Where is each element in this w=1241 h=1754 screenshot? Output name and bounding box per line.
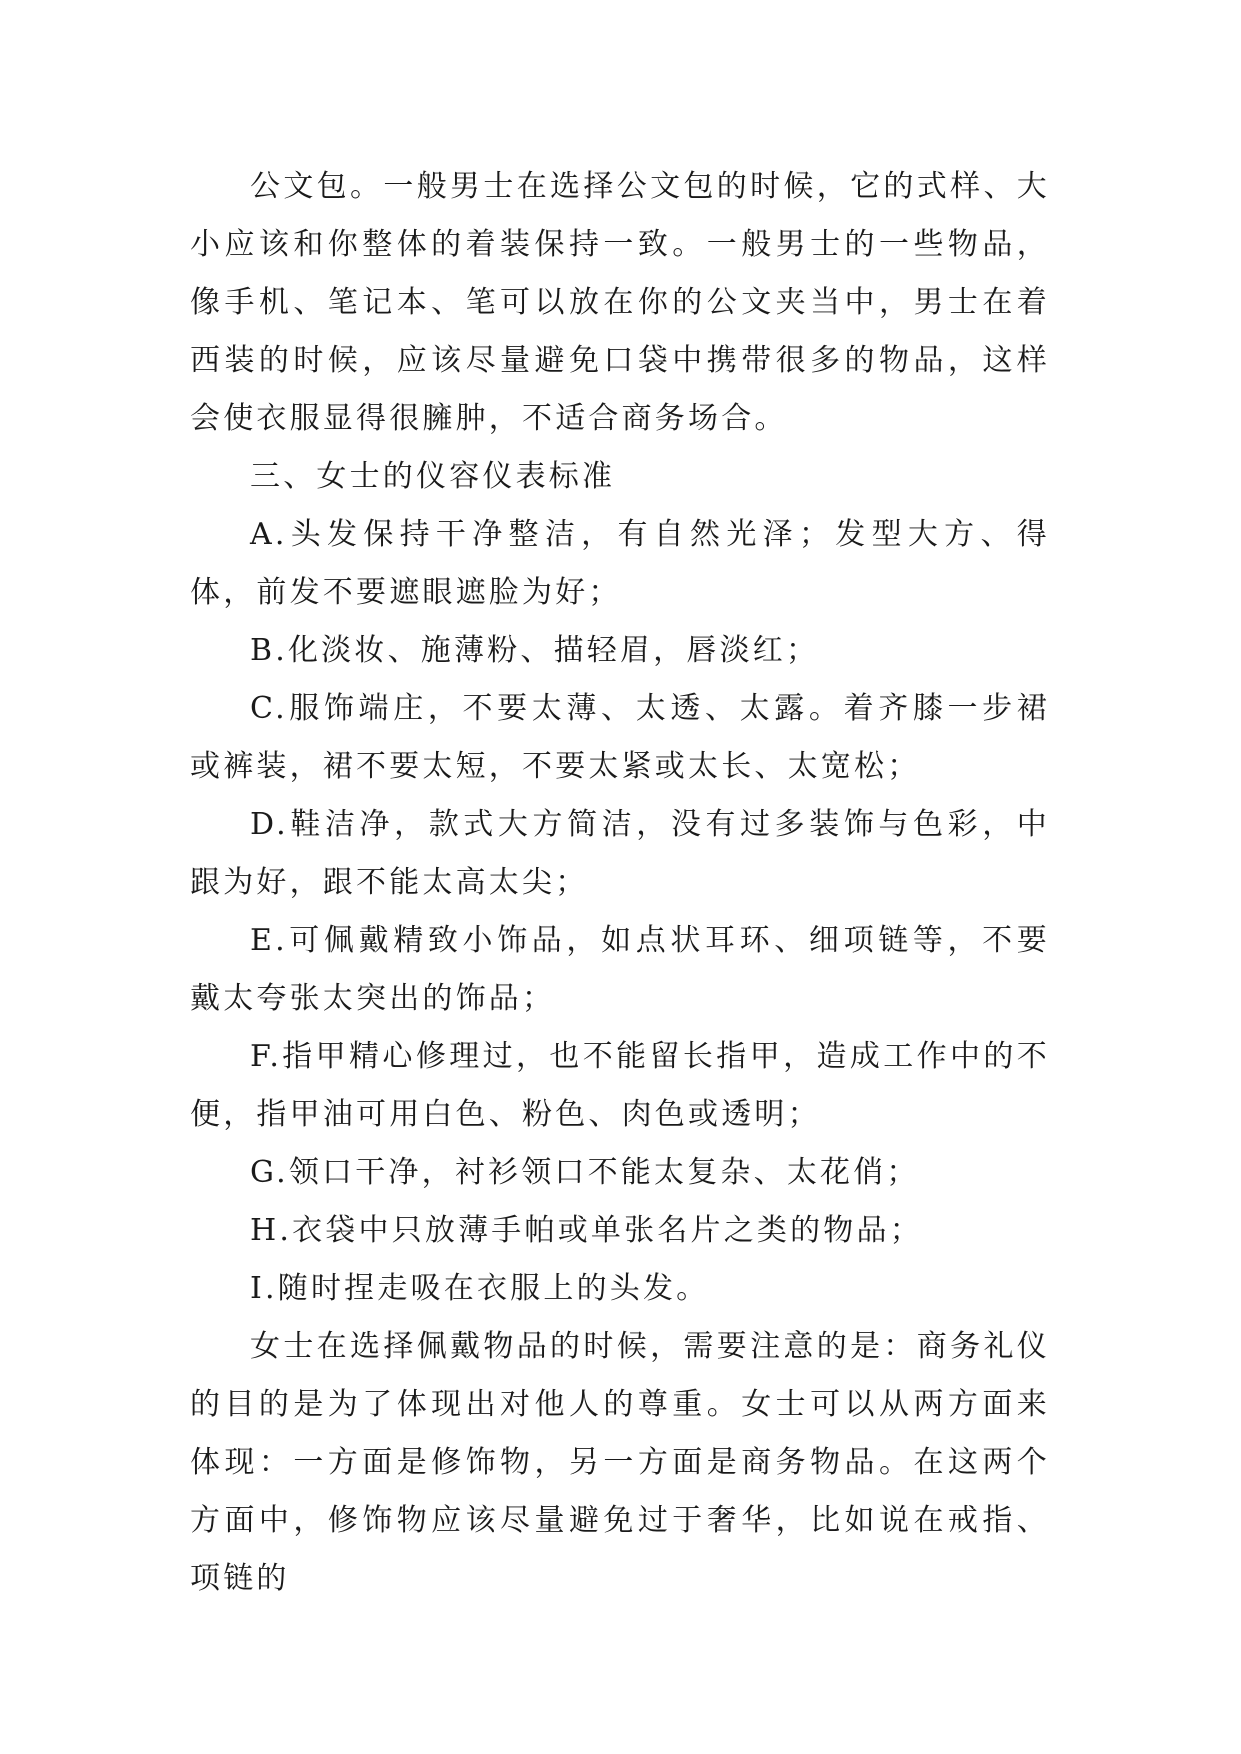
list-item-a: A.头发保持干净整洁，有自然光泽；发型大方、得体，前发不要遮眼遮脸为好； [190,517,1050,610]
list-item-h: H.衣袋中只放薄手帕或单张名片之类的物品； [250,1213,923,1248]
list-item-b: B.化淡妆、施薄粉、描轻眉，唇淡红； [250,633,820,668]
document-body [190,158,1050,1608]
list-item-d: D.鞋洁净，款式大方简洁，没有过多装饰与色彩，中跟为好，跟不能太高太尖； [190,807,1050,900]
list-item-g: G.领口干净，衬衫领口不能太复杂、太花俏； [250,1155,920,1190]
section-heading-women-grooming: 三、女士的仪容仪表标准 [250,459,616,494]
list-item-e: E.可佩戴精致小饰品，如点状耳环、细项链等，不要戴太夸张太突出的饰品； [190,923,1050,1016]
list-item-f: F.指甲精心修理过，也不能留长指甲，造成工作中的不便，指甲油可用白色、粉色、肉色或透明； [190,1039,1050,1132]
list-item-i: I.随时捏走吸在衣服上的头发。 [250,1271,710,1306]
paragraph-briefcase: 公文包。一般男士在选择公文包的时候，它的式样、大小应该和你整体的着装保持一致。一般男士的一些物品，像手机、笔记本、笔可以放在你的公文夹当中，男士在着西装的时候，应该尽量避免口袋中携带很多的物品，这样会使衣服显得很臃肿，不适合商务场合。 [190,169,1050,436]
paragraph-accessories: 女士在选择佩戴物品的时候，需要注意的是：商务礼仪的目的是为了体现出对他人的尊重。女士可以从两方面来体现：一方面是修饰物，另一方面是商务物品。在这两个方面中，修饰物应该尽量避免过于奢华，比如说在戒指、项链的 [190,1329,1050,1596]
list-item-c: C.服饰端庄，不要太薄、太透、太露。着齐膝一步裙或裤装，裙不要太短，不要太紧或太长、太宽松； [190,691,1050,784]
